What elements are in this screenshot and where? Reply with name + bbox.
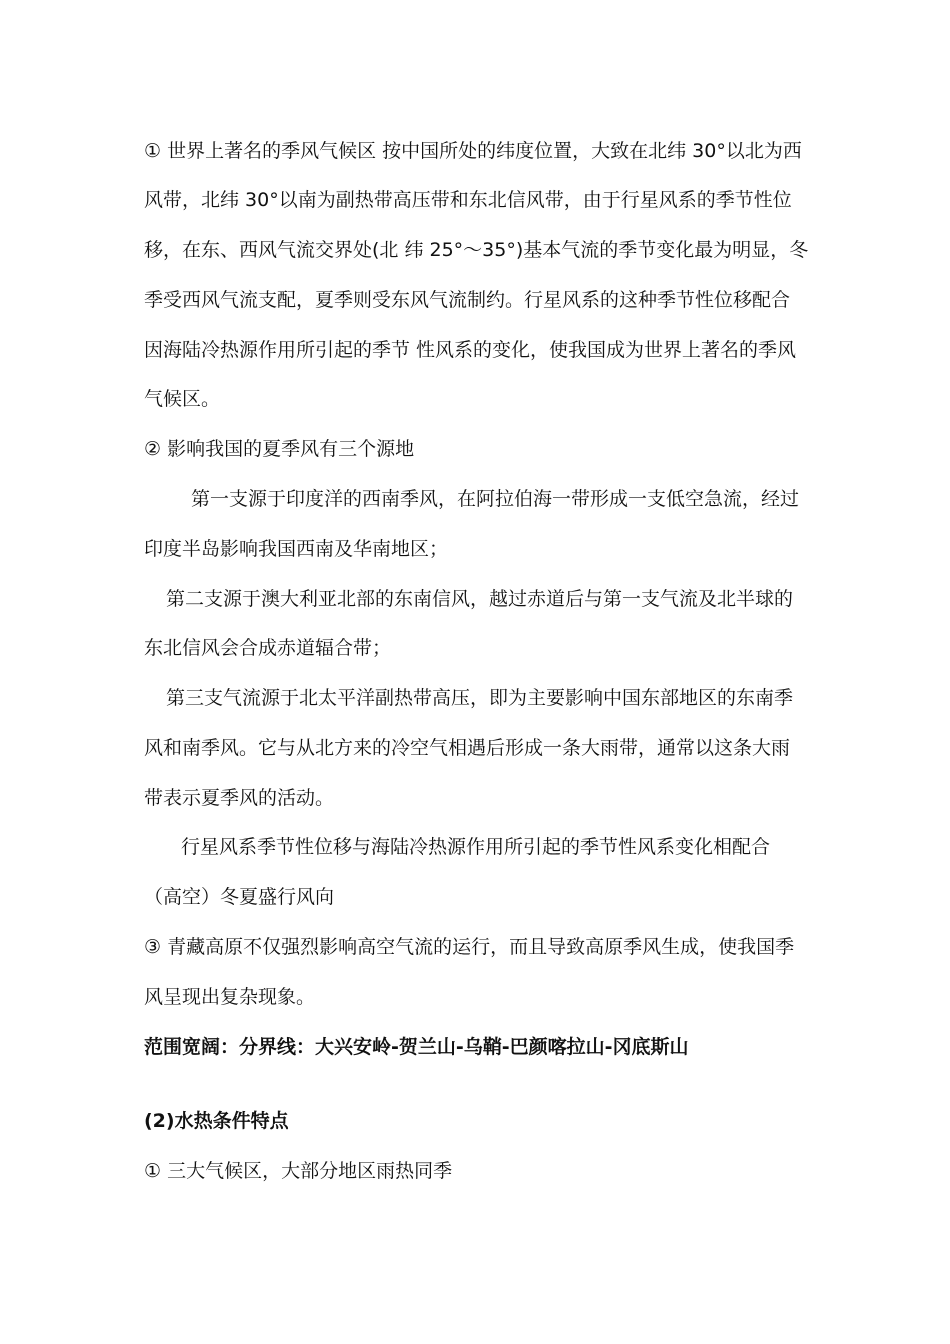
paragraph-line: 第二支源于澳大利亚北部的东南信风，越过赤道后与第一支气流及北半球的 bbox=[166, 588, 794, 610]
boundary-line-text: 范围宽阔：分界线：大兴安岭-贺兰山-乌鞘-巴颜喀拉山-冈底斯山 bbox=[144, 1036, 689, 1058]
paragraph-line: 东北信风会合成赤道辐合带； bbox=[144, 637, 392, 659]
paragraph-line: 风和南季风。它与从北方来的冷空气相遇后形成一条大雨带，通常以这条大雨 bbox=[144, 737, 791, 759]
paragraph-line: 气候区。 bbox=[144, 388, 221, 410]
paragraph-line: 季受西风气流支配，夏季则受东风气流制约。行星风系的这种季节性位移配合 bbox=[144, 289, 791, 311]
paragraph-line: 因海陆冷热源作用所引起的季节 性风系的变化，使我国成为世界上著名的季风 bbox=[144, 339, 797, 361]
paragraph-line: 行星风系季节性位移与海陆冷热源作用所引起的季节性风系变化相配合 bbox=[181, 836, 771, 858]
paragraph-line: 带表示夏季风的活动。 bbox=[144, 787, 335, 809]
list-heading-line: ② 影响我国的夏季风有三个源地 bbox=[144, 438, 415, 460]
paragraph-line: ③ 青藏高原不仅强烈影响高空气流的运行，而且导致高原季风生成，使我国季 bbox=[144, 936, 795, 958]
paragraph-line: 风带，北纬 30°以南为副热带高压带和东北信风带，由于行星风系的季节性位 bbox=[144, 189, 792, 211]
paragraph-line: 第一支源于印度洋的西南季风，在阿拉伯海一带形成一支低空急流，经过 bbox=[191, 488, 800, 510]
paragraph-line: ① 世界上著名的季风气候区 按中国所处的纬度位置，大致在北纬 30°以北为西 bbox=[144, 140, 802, 162]
paragraph-line: 风呈现出复杂现象。 bbox=[144, 986, 316, 1008]
paragraph-line: ① 三大气候区，大部分地区雨热同季 bbox=[144, 1160, 453, 1182]
paragraph-line: 印度半岛影响我国西南及华南地区； bbox=[144, 538, 449, 560]
paragraph-line: 第三支气流源于北太平洋副热带高压，即为主要影响中国东部地区的东南季 bbox=[166, 687, 794, 709]
paragraph-line: （高空）冬夏盛行风向 bbox=[144, 886, 335, 908]
paragraph-line: 移，在东、西风气流交界处(北 纬 25°～35°)基本气流的季节变化最为明显，冬 bbox=[144, 239, 809, 261]
section-heading: (2)水热条件特点 bbox=[144, 1110, 289, 1132]
